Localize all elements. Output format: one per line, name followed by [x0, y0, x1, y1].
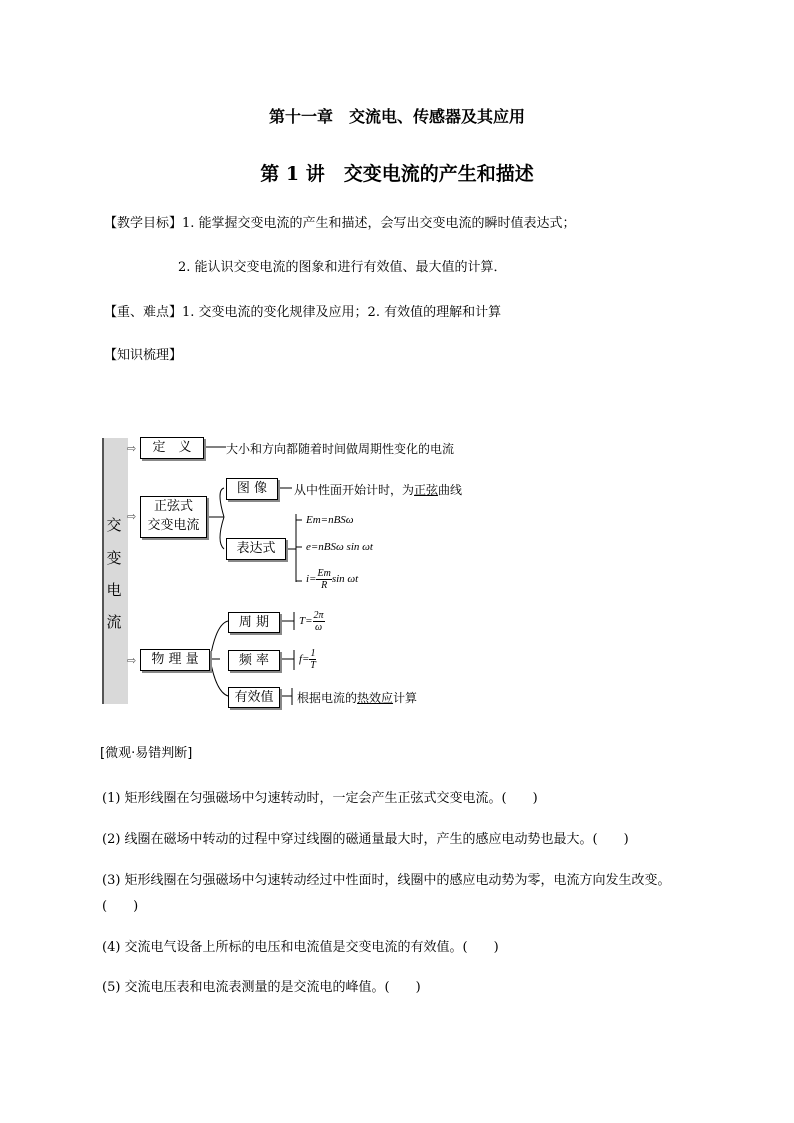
objectives-label: 【教学目标】	[104, 216, 183, 231]
objectives-line1	[104, 212, 576, 231]
eff-text-c: 计算	[393, 691, 418, 705]
judgement-heading: [微观·易错判断]	[100, 746, 193, 761]
root-char-1: 交	[106, 516, 122, 534]
graph-box: 图 像	[226, 478, 278, 500]
arrow-icon: ⇨	[127, 442, 137, 455]
lesson-title: 第 1 讲 交变电流的产生和描述	[260, 163, 534, 185]
frequency-box: 频 率	[228, 650, 280, 671]
judgement-item-3-cont: ( )	[102, 899, 139, 914]
judgement-item-3: (3) 矩形线圈在匀强磁场中匀速转动经过中性面时，线圈中的感应电动势为零，电流方向发生改变。	[102, 873, 671, 888]
period-num: 2π	[313, 610, 324, 621]
definition-box: 定 义	[140, 437, 204, 459]
concept-map	[96, 430, 516, 708]
key-points-line	[104, 301, 501, 320]
arrow-icon: ⇨	[127, 654, 137, 667]
eff-text-b: 热效应	[357, 691, 394, 705]
definition-text: 大小和方向都随着时间做周期性变化的电流	[226, 442, 455, 456]
expression-3-lhs: i=	[306, 573, 317, 586]
frequency-den: T	[310, 660, 316, 671]
judgement-item-4: (4) 交流电气设备上所标的电压和电流值是交变电流的有效值。( )	[102, 940, 499, 955]
graph-text-c: 曲线	[438, 483, 463, 497]
objectives-text-2: 2. 能认识交变电流的图象和进行有效值、最大值的计算．	[178, 260, 507, 275]
expression-3-num: Em	[317, 568, 331, 579]
effective-value-text	[297, 689, 417, 706]
expression-3-rhs: sin ωt	[331, 573, 359, 586]
frequency-lhs: f=	[299, 653, 310, 666]
judgement-item-5: (5) 交流电压表和电流表测量的是交流电的峰值。( )	[102, 980, 421, 995]
period-formula	[299, 610, 325, 633]
sine-box-line1: 正弦式	[153, 499, 193, 514]
arrow-icon: ⇨	[127, 510, 137, 523]
objectives-text-1: 1. 能掌握交变电流的产生和描述，会写出交变电流的瞬时值表达式；	[182, 216, 576, 231]
expression-box: 表达式	[226, 538, 286, 560]
root-char-3: 电	[106, 581, 122, 599]
key-points-text: 1. 交变电流的变化规律及应用；2. 有效值的理解和计算	[182, 305, 502, 320]
graph-text-b: 正弦	[414, 483, 439, 497]
knowledge-label: 【知识梳理】	[104, 348, 183, 363]
expression-2: e=nBSω sin ωt	[306, 541, 373, 553]
root-char-4: 流	[106, 613, 122, 631]
expression-3	[306, 568, 358, 591]
chapter-title: 第十一章 交流电、传感器及其应用	[268, 107, 525, 126]
effective-value-box: 有效值	[228, 687, 280, 708]
judgement-item-2: (2) 线圈在磁场中转动的过程中穿过线圈的磁通量最大时，产生的感应电动势也最大。( )	[102, 832, 629, 847]
graph-text-a: 从中性面开始计时，为	[294, 483, 415, 497]
root-char-2: 变	[106, 549, 122, 567]
frequency-formula	[299, 648, 316, 671]
period-den: ω	[315, 622, 323, 633]
graph-text	[294, 481, 462, 498]
judgement-item-1: (1) 矩形线圈在匀强磁场中匀速转动时，一定会产生正弦式交变电流。( )	[102, 791, 538, 806]
period-box: 周 期	[228, 612, 280, 633]
eff-text-a: 根据电流的	[297, 691, 358, 705]
frequency-num: 1	[310, 648, 316, 659]
sine-box-line2: 交变电流	[147, 518, 200, 533]
physics-box: 物 理 量	[140, 649, 210, 671]
sine-box	[140, 496, 207, 538]
period-lhs: T=	[299, 615, 313, 628]
expression-1: Em=nBSω	[306, 514, 354, 526]
expression-3-den: R	[321, 580, 328, 591]
key-points-label: 【重、难点】	[104, 305, 183, 320]
root-bar	[102, 438, 128, 704]
